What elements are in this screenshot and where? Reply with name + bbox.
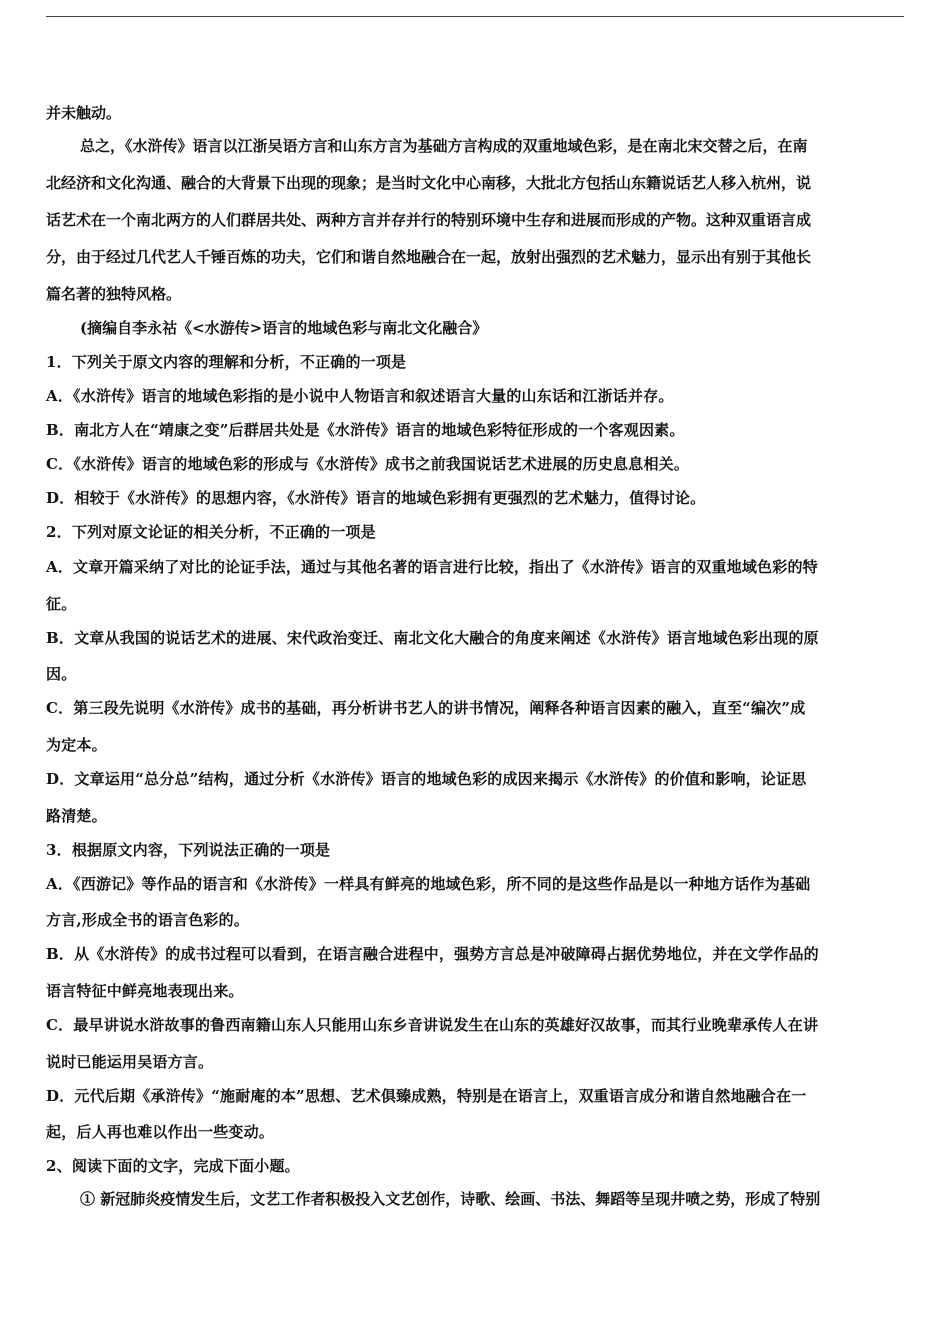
source-citation: (摘编自李永祜《<水游传>语言的地域色彩与南北文化融合》: [80, 319, 488, 337]
option-2b: B．文章从我国的说话艺术的进展、宋代政治变迁、南北文化大融合的角度来阐述《水浒传》语言地域色彩出现的原: [46, 629, 819, 647]
option-2b-cont: 因。: [46, 665, 77, 683]
paragraph-line: 总之，《水浒传》语言以江浙吴语方言和山东方言为基础方言构成的双重地域色彩，是在南北宋交替之后，在南: [80, 137, 808, 155]
option-2d-cont: 路清楚。: [46, 807, 107, 825]
option-3c-cont: 说时已能运用吴语方言。: [46, 1053, 214, 1071]
header-rule: [46, 16, 904, 17]
option-2c-cont: 为定本。: [46, 736, 107, 754]
option-1c: C．《水浒传》语言的地域色彩的形成与《水浒传》成书之前我国说话艺术进展的历史息息相关。: [46, 455, 690, 473]
option-2a: A．文章开篇采纳了对比的论证手法，通过与其他名著的语言进行比较，指出了《水浒传》语言的双重地域色彩的特: [46, 558, 818, 576]
paragraph-line: 并未触动。: [46, 104, 122, 122]
option-3a-cont: 方言,形成全书的语言色彩的。: [46, 911, 250, 929]
paragraph-line: ① 新冠肺炎疫情发生后，文艺工作者积极投入文艺创作，诗歌、绘画、书法、舞蹈等呈现井喷之势，形成了特别: [80, 1190, 821, 1208]
option-3d: D．元代后期《承浒传》“施耐庵的本”思想、艺术俱臻成熟，特别是在语言上，双重语言成分和谐自然地融合在一: [46, 1087, 807, 1105]
paragraph-line: 分，由于经过几代艺人千锤百炼的功夫，它们和谐自然地融合在一起，放射出强烈的艺术魅力，显示出有别于其他长: [46, 248, 812, 266]
option-1d: D．相较于《水浒传》的思想内容，《水浒传》语言的地域色彩拥有更强烈的艺术魅力，值得讨论。: [46, 489, 706, 507]
option-3b-cont: 语言特征中鲜亮地表现出来。: [46, 982, 244, 1000]
option-3a: A．《西游记》等作品的语言和《水浒传》一样具有鲜亮的地域色彩，所不同的是这些作品是以一种地方话作为基础: [46, 875, 811, 893]
option-1a: A．《水浒传》语言的地域色彩指的是小说中人物语言和叙述语言大量的山东话和江浙话并存。: [46, 387, 674, 405]
option-3d-cont: 起，后人再也难以作出一些变动。: [46, 1123, 275, 1141]
paragraph-line: 北经济和文化沟通、融合的大背景下出现的现象；是当时文化中心南移，大批北方包括山东籍说话艺人移入杭州，说: [46, 174, 812, 192]
question-2-stem: 2．下列对原文论证的相关分析，不正确的一项是: [46, 523, 376, 541]
question-1-stem: 1．下列关于原文内容的理解和分析，不正确的一项是: [46, 353, 407, 371]
option-2c: C．第三段先说明《水浒传》成书的基础，再分析讲书艺人的讲书情况，阐释各种语言因素的融入，直至“编次”成: [46, 699, 806, 717]
paragraph-line: 话艺术在一个南北两方的人们群居共处、两种方言并存并行的特别环境中生存和进展而形成的产物。这种双重语言成: [46, 211, 812, 229]
section-heading: 2、阅读下面的文字，完成下面小题。: [46, 1157, 300, 1175]
paragraph-line: 篇名著的独特风格。: [46, 285, 182, 303]
option-2d: D．文章运用“总分总”结构，通过分析《水浒传》语言的地域色彩的成因来揭示《水浒传》的价值和影响，论证思: [46, 770, 807, 788]
option-2a-cont: 征。: [46, 595, 77, 613]
option-1b: B．南北方人在“靖康之变”后群居共处是《水浒传》语言的地域色彩特征形成的一个客观因素。: [46, 421, 685, 439]
question-3-stem: 3．根据原文内容，下列说法正确的一项是: [46, 841, 331, 859]
option-3b: B．从《水浒传》的成书过程可以看到，在语言融合进程中，强势方言总是冲破障碍占据优势地位，并在文学作品的: [46, 945, 819, 963]
option-3c: C．最早讲说水浒故事的鲁西南籍山东人只能用山东乡音讲说发生在山东的英雄好汉故事，而其行业晚辈承传人在讲: [46, 1016, 819, 1034]
